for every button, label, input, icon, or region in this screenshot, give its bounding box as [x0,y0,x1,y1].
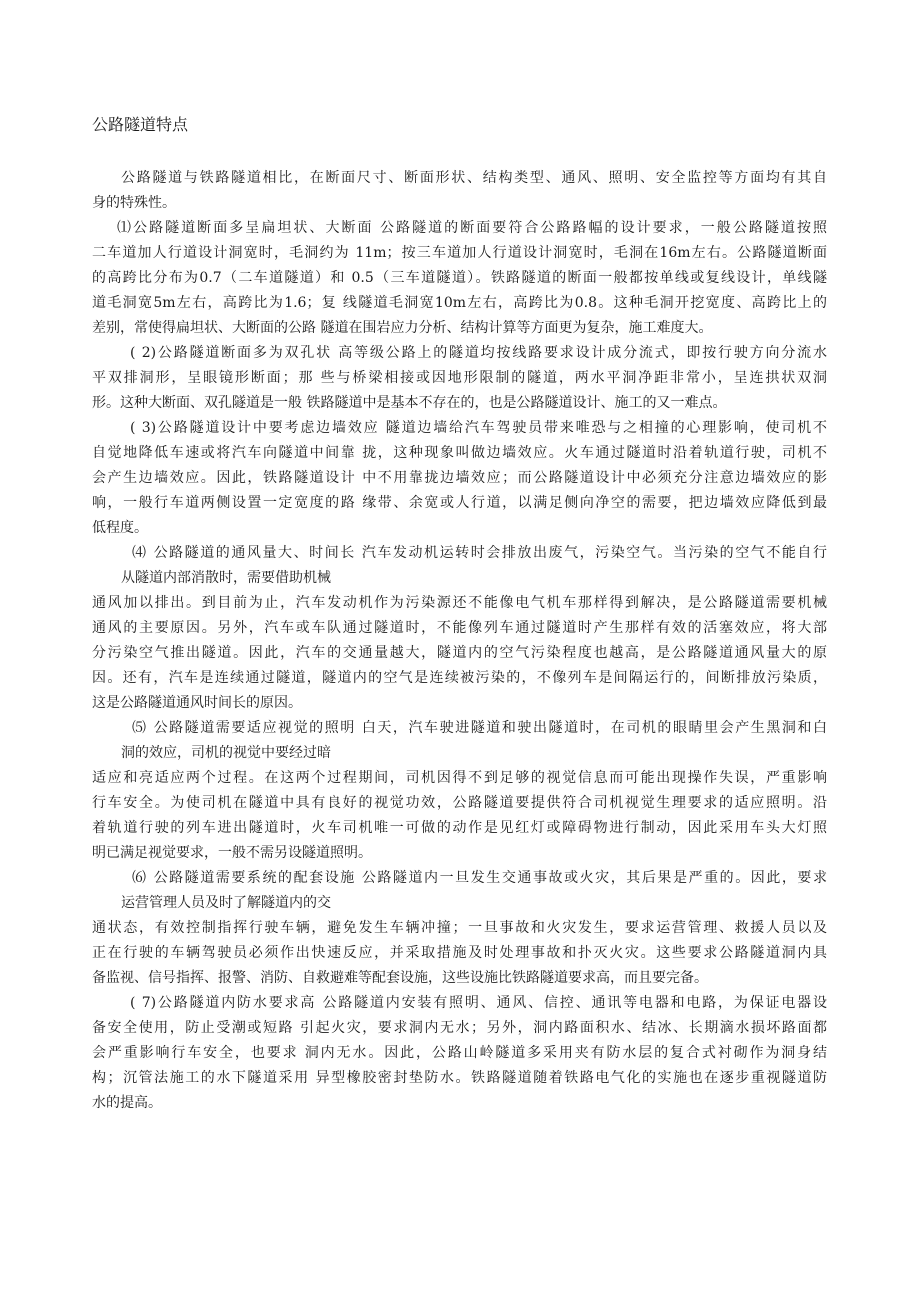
text-line: 会严重影响行车安全，也要求 洞内无水。因此，公路山岭隧道多采用夹有防水层的复合式衬砌作为洞身结 [92,1045,827,1061]
text-line: 的高跨比分布为0.7（二车道隧道）和 0.5（三车道隧道）。铁路隧道的断面一般都按单线或复线设计，单线隧 [92,270,827,286]
text-line: 通风的主要原因。另外，汽车或车队通过隧道时，不能像列车通过隧道时产生那样有效的活塞效应，将大部 [92,620,827,636]
text-line: 构；沉管法施工的水下隧道采用 异型橡胶密封垫防水。铁路隧道随着铁路电气化的实施也在逐步重视隧道防 [92,1070,827,1086]
text-line: 身的特殊性。 [92,195,176,211]
text-line: 洞的效应，司机的视觉中要经过暗 [121,745,331,761]
text-line: 自觉地降低车速或将汽车向隧道中间靠 拢，这种现象叫做边墙效应。火车通过隧道时沿着轨道行驶，司机不 [92,445,827,461]
text-line: 水的提高。 [92,1095,162,1111]
text-line: ⑸ 公路隧道需要适应视觉的照明 白天，汽车驶进隧道和驶出隧道时，在司机的眼睛里会产生黑洞和白 [132,720,827,736]
text-line: 行车安全。为使司机在隧道中具有良好的视觉功效，公路隧道要提供符合司机视觉生理要求的适应照明。沿 [92,795,827,811]
text-line: 着轨道行驶的列车进出隧道时，火车司机唯一可做的动作是见红灯或障碍物进行制动，因此采用车头大灯照 [92,820,827,836]
text-line: 会产生边墙效应。因此，铁路隧道设计 中不用靠拢边墙效应；而公路隧道设计中必须充分注意边墙效应的影 [92,470,827,486]
text-line: 备安全使用，防止受潮或短路 引起火灾，要求洞内无水；另外，洞内路面积水、结冰、长期滴水损坏路面都 [92,1020,827,1036]
text-line: ⑹ 公路隧道需要系统的配套设施 公路隧道内一旦发生交通事故或火灾，其后果是严重的。因此，要求 [132,870,827,886]
text-line: 因。还有，汽车是连续通过隧道，隧道内的空气是连续被污染的，不像列车是间隔运行的，间断排放污染质， [92,670,827,686]
text-line: 公路隧道与铁路隧道相比，在断面尺寸、断面形状、结构类型、通风、照明、安全监控等方面均有其自 [121,170,827,186]
text-line: 形。这种大断面、双孔隧道是一般 铁路隧道中是基本不存在的，也是公路隧道设计、施工的又一难点。 [92,395,727,411]
text-line: 备监视、信号指挥、报警、消防、自救避难等配套设施，这些设施比铁路隧道要求高，而且要完备。 [92,970,708,986]
text-line: ⑷ 公路隧道的通风量大、时间长 汽车发动机运转时会排放出废气，污染空气。当污染的空气不能自行 [132,545,827,561]
text-line: 从隧道内部消散时，需要借助机械 [121,570,331,586]
page-title: 公路隧道特点 [92,115,189,134]
text-line: 运营管理人员及时了解隧道内的交 [121,895,331,911]
text-line: 低程度。 [92,520,148,536]
text-line: 响，一般行车道两侧设置一定宽度的路 缘带、余宽或人行道，以满足侧向净空的需要，把边墙效应降低到最 [92,495,827,511]
text-line: 通风加以排出。到目前为止，汽车发动机作为污染源还不能像电气机车那样得到解决，是公路隧道需要机械 [92,595,827,611]
text-line: 道毛洞宽5m左右，高跨比为1.6；复 线隧道毛洞宽10m左右，高跨比为0.8。这种毛洞开挖宽度、高跨比上的 [92,295,827,311]
text-line: 差别，常使得扁坦状、大断面的公路 隧道在围岩应力分析、结构计算等方面更为复杂，施工难度大。 [92,320,713,336]
text-line: 分污染空气推出隧道。因此，汽车的交通量越大，隧道内的空气污染程度也越高，是公路隧道通风量大的原 [92,645,827,661]
text-line: ⑴公路隧道断面多呈扁坦状、大断面 公路隧道的断面要符合公路路幅的设计要求，一般公路隧道按照 [117,220,827,236]
text-line: 平双排洞形，呈眼镜形断面；那 些与桥梁相接或因地形限制的隧道，两水平洞净距非常小，呈连拱状双洞 [92,370,827,386]
text-line: 通状态，有效控制指挥行驶车辆，避免发生车辆冲撞；一旦事故和火灾发生，要求运营管理、救援人员以及 [92,920,827,936]
text-line: ( 7)公路隧道内防水要求高 公路隧道内安装有照明、通风、信控、通讯等电器和电路，为保证电器设 [130,995,827,1011]
text-line: ( 2)公路隧道断面多为双孔状 高等级公路上的隧道均按线路要求设计成分流式，即按行驶方向分流水 [130,345,827,361]
text-line: 适应和亮适应两个过程。在这两个过程期间，司机因得不到足够的视觉信息而可能出现操作失误，严重影响 [92,770,827,786]
text-line: 二车道加人行道设计洞宽时，毛洞约为 11m；按三车道加人行道设计洞宽时，毛洞在16m左右。公路隧道断面 [92,245,827,261]
text-line: 这是公路隧道通风时间长的原因。 [92,695,302,711]
text-line: 明已满足视觉要求，一般不需另设隧道照明。 [92,845,372,861]
text-line: 正在行驶的车辆驾驶员必须作出快速反应，并采取措施及时处理事故和扑灭火灾。这些要求公路隧道洞内具 [92,945,827,961]
text-line: ( 3)公路隧道设计中要考虑边墙效应 隧道边墙给汽车驾驶员带来唯恐与之相撞的心理影响，使司机不 [130,420,827,436]
